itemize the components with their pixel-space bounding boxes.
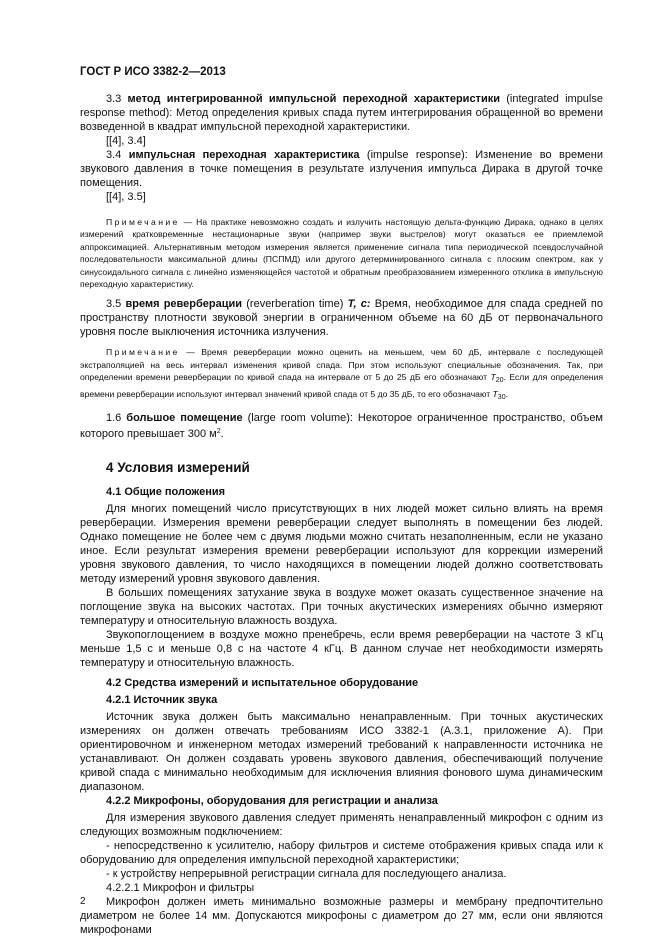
paragraph: В больших помещениях затухание звука в воздухе может оказать существенное значение на поглощение звука на высоких частотах. При точных акустических измерениях обычно измеряют температуру и относительную влажность воздуха. [80,587,603,628]
term-definition: (impulse response): Изменение во времени звукового давления в точке помещения в результате излучения импульса Дирака в другой точке помещения. [80,149,603,189]
note-text: — На практике невозможно создать и излучить настоящую дельта-функцию Дирака, однако в целях измерений кратковременные нестационарные звуки (например звуки выстрелов) могут оказаться ее приемлемой аппроксимацией. Альтернативным методом измерения является применение сигнала типа периодической псевдослучайной последовательности максимальной длины (ПСПМД) или другого детерминированного сигнала с плоским спектром, как у синусоидального сигнала с линейно изменяющейся частотой и обратным преобразованием измеренного отклика в импульсную переходную характеристику. [80,217,603,290]
paragraph: Звукопоглощением в воздухе можно пренебречь, если время реверберации на частоте 3 кГц меньше 1,5 с и меньше 0,8 с на частоте 4 кГц. В данном случае нет необходимости измерять температуру и относительную влажность. [80,629,603,670]
note-text: . Если для определения времени реверберации используют интервал значений кривой спада от 5 до 35 дБ, то его обозначают [80,372,603,399]
page-number: 2 [80,896,86,907]
term-3-4 [80,148,603,190]
symbol-t: T [492,388,498,399]
punctuation: . [220,428,224,441]
document-header: ГОСТ Р ИСО 3382-2—2013 [80,66,226,78]
section-4-heading: 4 Условия измерений [106,460,250,476]
term-english: (reverberation time) [242,298,348,311]
term-title: метод интегрированной импульсной переходной характеристики [127,93,500,105]
section-4-2-heading: 4.2 Средства измерений и испытательное оборудование [106,677,419,690]
paragraph: Микрофон должен иметь минимально возможные размеры и мембрану предпочтительно диаметром не более 14 мм. Допускаются микрофоны с диаметром до 27 мм, если они являются микрофонами [80,896,603,937]
term-number: 3.4 [106,149,129,161]
term-1-6 [80,411,603,441]
term-reference: [[4], 3.5] [106,191,146,203]
term-definition: (large room volume): Некоторое ограниченное пространство, объем которого превышает 300 м [80,412,603,441]
note-1 [80,216,603,290]
list-item: - к устройству непрерывной регистрации сигнала для последующего анализа. [106,868,507,881]
term-title: импульсная переходная характеристика [128,149,360,161]
term-definition: Время, необходимое для спада средней по пространству плотности звуковой энергии в ограниченном объеме на 60 дБ от первоначального уровня после выключения источника излучения. [80,298,603,339]
term-reference: [[4], 3.4] [106,135,146,147]
paragraph: Для измерения звукового давления следует применять ненаправленный микрофон с одним из следующих возможным подключением: [80,812,603,839]
paragraph: Для многих помещений число присутствующих в них людей может сильно влиять на время реверберации. Измерения времени реверберации следует выполнять в помещении без людей. Однако помещение не более чем с двумя людьми можно считать незаполненным, если не указано иное. Если результат измерения времени реверберации используют для коррекции измерений уровня звукового давления, то число находящихся в помещении людей должно соответствовать методу измерений уровня звукового давления. [80,503,603,586]
note-2 [80,346,603,404]
paragraph: Источник звука должен быть максимально ненаправленным. При точных акустических измерениях он должен отвечать требованиям ИСО 3382-1 (А.3.1, приложение А). При ориентировочном и инженерном методах измерений требований к направленности источника не устанавливают. Он должен создавать уровень звукового давления, обеспечивающий получение кривой спада с минимально необходимым для исключения влияния фонового шума динамическим диапазоном. [80,711,603,794]
term-title: большое помещение [126,412,243,425]
note-text: . [505,388,508,399]
term-number: 1.6 [106,412,127,425]
term-symbol: T, c: [347,298,371,311]
term-number: 3.5 [106,298,126,311]
superscript: 2 [216,428,221,436]
symbol-subscript: 20 [495,377,504,385]
term-title: время реверберации [125,298,243,311]
note-text: — Время реверберации можно оценить на меньшем, чем 60 дБ, интервале с последующей экстраполяцией на весь интервал изменения кривой спада. При этом используют специальные обозначения. Так, при определении времени реверберации по кривой спада на интервале от 5 до 25 дБ его обозначают [80,347,603,383]
section-4-2-2-1-heading: 4.2.2.1 Микрофон и фильтры [106,882,255,895]
section-4-2-2-heading: 4.2.2 Микрофоны, оборудования для регистрации и анализа [106,795,438,808]
document-page [80,66,603,937]
list-item: - непосредственно к усилителю, набору фильтров и системе отображения кривых спада или к оборудованию для определения импульсной переходной характеристики; [80,840,603,867]
symbol-t: T [490,372,496,383]
symbol-subscript: 30 [497,393,506,401]
section-4-2-1-heading: 4.2.1 Источник звука [106,694,218,707]
term-definition: (integrated impulse response method): Метод определения кривых спада путем интегрирования обращенной во времени возведенной в квадрат импульсной переходной характеристики. [80,93,603,133]
note-label: Примечание [106,347,180,358]
term-3-5 [80,297,603,339]
term-number: 3.3 [106,93,128,105]
section-4-1-heading: 4.1 Общие положения [106,486,226,499]
term-3-3 [80,92,603,134]
note-label: Примечание [106,217,180,227]
